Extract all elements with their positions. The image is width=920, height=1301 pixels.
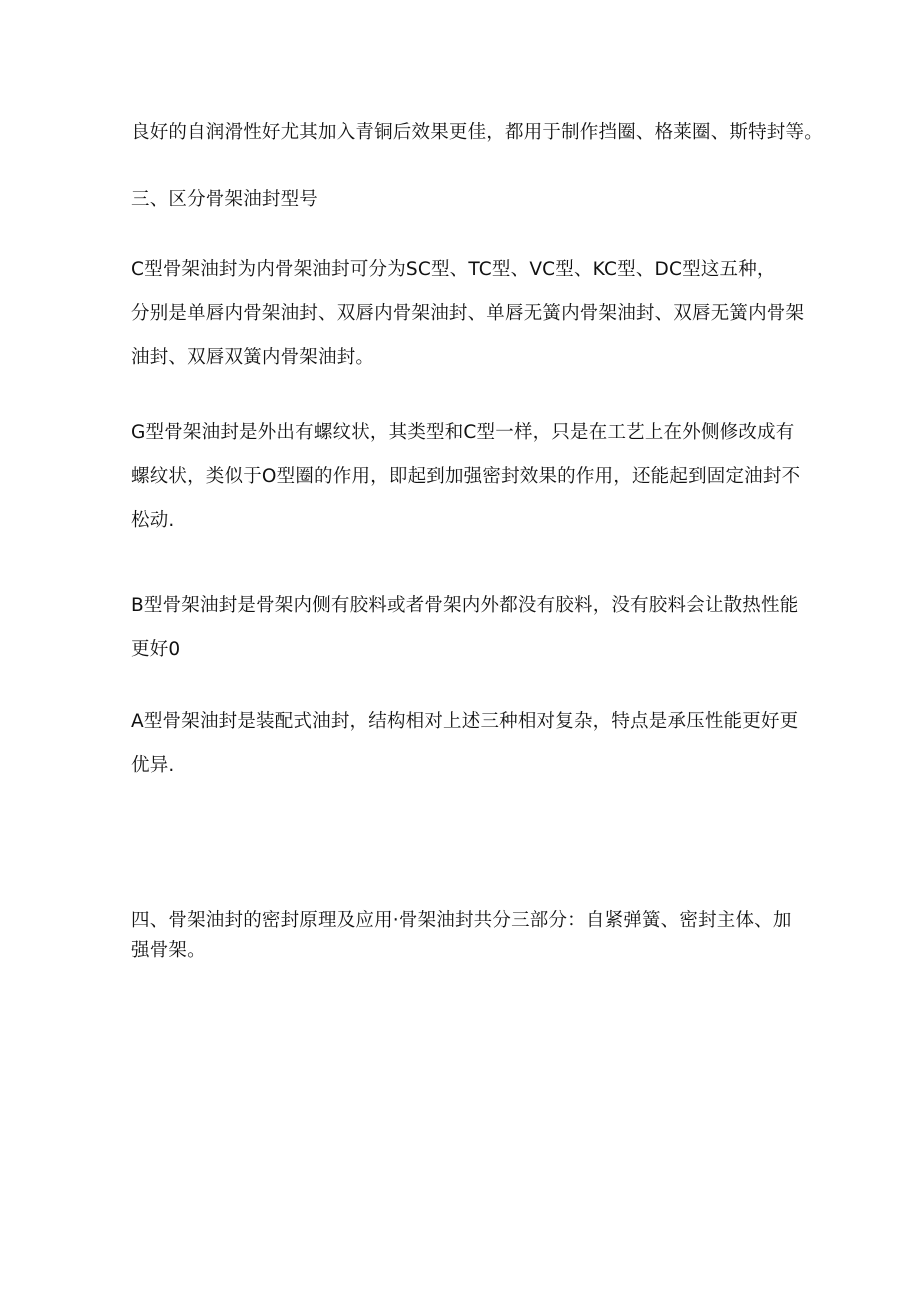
- text-line: 良好的自润滑性好尤其加入青铜后效果更佳，都用于制作挡圈、格莱圈、斯特封等。: [131, 122, 823, 143]
- text-line: G型骨架油封是外出有螺纹状，其类型和C型一样，只是在工艺上在外侧修改成有: [131, 422, 795, 443]
- text-line: C型骨架油封为内骨架油封可分为SC型、TC型、VC型、KC型、DC型这五种，: [131, 259, 776, 280]
- text-line: 松动.: [131, 510, 175, 531]
- paragraph-self-lubrication: [131, 111, 823, 155]
- section-heading-oil-seal-types: [131, 178, 801, 222]
- text-line: 油封、双唇双簧内骨架油封。: [131, 347, 375, 368]
- text-line: A型骨架油封是装配式油封，结构相对上述三种相对复杂，特点是承压性能更好更: [131, 711, 799, 732]
- heading-line: 强骨架。: [131, 940, 206, 961]
- text-line: 分别是单唇内骨架油封、双唇内骨架油封、单唇无簧内骨架油封、双唇无簧内骨架: [131, 303, 805, 324]
- text-line: 螺纹状，类似于O型圈的作用，即起到加强密封效果的作用，还能起到固定油封不: [131, 466, 801, 487]
- paragraph-b-type-seal: [131, 584, 801, 672]
- heading-line: 三、区分骨架油封型号: [131, 189, 319, 210]
- paragraph-a-type-seal: [131, 700, 801, 788]
- paragraph-g-type-seal: [131, 411, 801, 543]
- text-line: 优异.: [131, 755, 175, 776]
- text-line: B型骨架油封是骨架内侧有胶料或者骨架内外都没有胶料，没有胶料会让散热性能: [131, 595, 799, 616]
- heading-line: 四、骨架油封的密封原理及应用·骨架油封共分三部分：自紧弹簧、密封主体、加: [131, 910, 792, 931]
- section-heading-sealing-principle: [131, 906, 801, 966]
- text-line: 更好0: [131, 639, 181, 660]
- paragraph-c-type-seal: [131, 248, 805, 380]
